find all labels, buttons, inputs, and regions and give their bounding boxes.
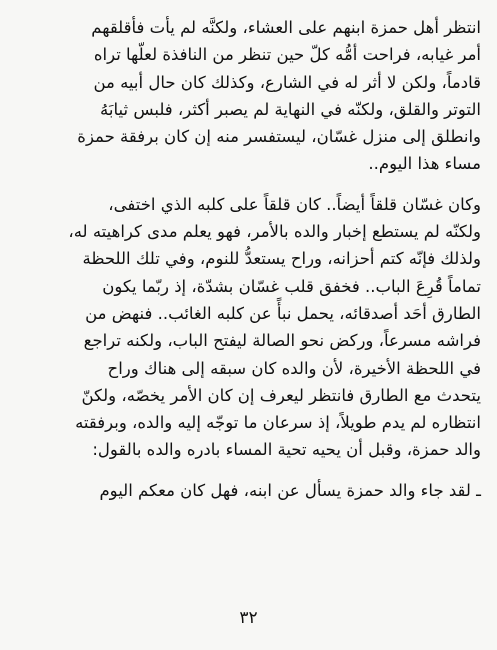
page-number: ٣٢	[239, 608, 258, 628]
text-line: تماماً قُرِعَ الباب.. فخفق قلب غسّان بشدّة، إذ ربّما يكون	[102, 276, 481, 296]
text-line: مساء هذا اليوم..	[368, 154, 481, 174]
text-line: ـ لقد جاء والد حمزة يسأل عن ابنه، فهل كان معكم اليوم	[99, 480, 481, 500]
text-line: انتظر أهل حمزة ابنهم على العشاء، ولكنَّه لم يأت فأقلقهم	[91, 18, 481, 37]
text-line: والد حمزة، وقبل أن يحيه تحية المساء بادره والده بالقول:	[92, 440, 481, 460]
text-line: انتظاره لم يدم طويلاً، إذ سرعان ما توجّه إليه والده، وبرفقته	[75, 413, 481, 433]
text-line: وكان غسّان قلقاً أيضاً.. كان قلقاً على كلبه الذي اختفى،	[108, 194, 481, 214]
text-line: ولذلك فإنّه كتم أحزانه، وراح يستعدُّ للنوم، وفي تلك اللحظة	[82, 249, 481, 269]
text-line: وانطلق إلى منزل غسّان، ليستفسر منه إن كان برفقة حمزة	[77, 127, 481, 147]
paragraph-2	[24, 191, 481, 464]
paragraph-1	[24, 14, 481, 178]
text-line: يتحدث مع الطارق فانتظر ليعرف إن كان الأمر يخصّه، ولكنّ	[81, 385, 481, 405]
text-line: التوتر والقلق، ولكنّه في النهاية لم يصبر أكثر، فلبس ثيابَهُ	[100, 99, 481, 119]
text-line: الطارق أحَد أصدقائه، يحمل نبأً عن كلبه الغائب.. فنهض من	[85, 303, 481, 323]
text-line: فراشه مسرعاً، وركض نحو الصالة ليفتح الباب، ولكنه تراجع	[83, 331, 481, 351]
body-text	[24, 14, 481, 504]
paragraph-3	[24, 477, 481, 504]
text-line: قادماً، ولكن لا أثر له في الشارع، وكذلك كان حال أبيه من	[93, 72, 481, 92]
text-line: في اللحظة الأخيرة، لأن والده كان سبقه إلى هناك وراح	[107, 358, 481, 378]
text-line: ولكنّه لم يستطع إخبار والده بالأمر، فهو يعلم مدى كراهيته له،	[68, 222, 481, 242]
text-line: أمر غيابه، فراحت أمُّه كلّ حين تنظر من النافذة لعلّها تراه	[93, 45, 481, 65]
